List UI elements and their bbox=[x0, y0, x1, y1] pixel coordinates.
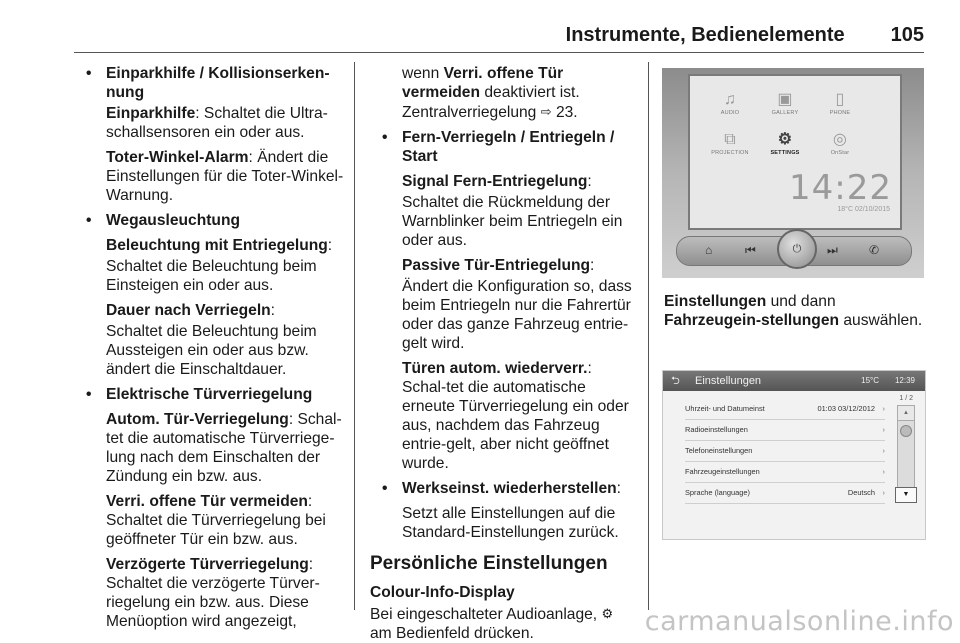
watermark: carmanualsonline.info bbox=[644, 606, 954, 637]
bullet-parking bbox=[74, 64, 346, 205]
power-icon: ⏻ bbox=[792, 243, 802, 255]
colon: : bbox=[587, 173, 592, 190]
app-settings[interactable]: ⚙ SETTINGS bbox=[765, 130, 805, 156]
home-icon[interactable]: ⌂ bbox=[705, 243, 713, 257]
term: Autom. Tür-Verriegelung bbox=[106, 411, 289, 428]
chevron-right-icon: › bbox=[882, 467, 885, 476]
text: : Schaltet die verzögerte Türver-riegelung ein bzw. aus. Diese Menüoption wird angezeigt, bbox=[106, 556, 320, 630]
settings-row[interactable]: Sprache (language) Deutsch › bbox=[685, 483, 885, 504]
home-screen bbox=[688, 74, 902, 230]
gallery-icon: ▣ bbox=[777, 91, 793, 108]
bullet-dot: • bbox=[382, 129, 388, 146]
text: Setzt alle Einstellungen auf die Standard-Einstellungen zurück. bbox=[402, 505, 619, 541]
settings-row[interactable]: Telefoneinstellungen › bbox=[685, 441, 885, 462]
page-indicator: 1 / 2 bbox=[899, 395, 913, 402]
scrollbar-thumb[interactable] bbox=[900, 425, 912, 437]
volume-knob[interactable] bbox=[777, 229, 817, 269]
caption: Einstellungen und dann Fahrzeugein-stellungen auswählen. bbox=[664, 293, 923, 329]
text: am Bedienfeld drücken. bbox=[370, 625, 534, 642]
bullet-title: Einparkhilfe / Kollisionserken-nung bbox=[106, 65, 330, 101]
chevron-right-icon: › bbox=[882, 425, 885, 434]
scroll-up-button[interactable] bbox=[897, 405, 915, 421]
text: wenn bbox=[402, 65, 444, 82]
term: Fahrzeugein-stellungen bbox=[664, 312, 840, 329]
phone-icon: ▯ bbox=[835, 91, 845, 108]
term: Signal Fern-Entriegelung bbox=[402, 173, 588, 190]
settings-gear-icon: ⚙ bbox=[601, 606, 614, 621]
subsection-title: Colour-Info-Display bbox=[370, 584, 515, 601]
text: Schaltet die Beleuchtung beim Aussteigen ein oder aus bzw. ändert die Einschaltdauer. bbox=[106, 323, 317, 378]
bullet-title: Fern-Verriegeln / Entriegeln / Start bbox=[402, 129, 615, 165]
term: Türen autom. wiederverr. bbox=[402, 360, 588, 377]
continued-paragraph bbox=[370, 64, 638, 122]
onstar-icon: ◎ bbox=[832, 131, 848, 148]
term: Einparkhilfe bbox=[106, 105, 196, 122]
settings-row[interactable]: Radioeinstellungen › bbox=[685, 420, 885, 441]
settings-title-bar bbox=[663, 371, 925, 391]
chevron-right-icon: › bbox=[882, 488, 885, 497]
chevron-right-icon: › bbox=[882, 404, 885, 413]
term: Verzögerte Türverriegelung bbox=[106, 556, 309, 573]
term: Toter-Winkel-Alarm bbox=[106, 149, 249, 166]
scroll-down-button[interactable] bbox=[895, 487, 917, 503]
temp-date-display: 18°C 02/10/2015 bbox=[837, 206, 890, 213]
text: : Schal-tet die automatische erneute Türverriegelung ein oder aus, nachdem das Fahrzeug entrie-gelt, aber nicht geöffnet wurde. bbox=[402, 360, 629, 472]
app-audio[interactable]: ♫ AUDIO bbox=[710, 90, 750, 116]
settings-row[interactable]: Fahrzeugeinstellungen › bbox=[685, 462, 885, 483]
settings-screen-photo bbox=[662, 370, 926, 540]
header-divider bbox=[74, 52, 924, 53]
music-note-icon: ♫ bbox=[723, 91, 737, 108]
column-1 bbox=[74, 64, 346, 637]
term: Dauer nach Verriegeln bbox=[106, 302, 271, 319]
bullet-remote bbox=[370, 128, 638, 473]
term: Einstellungen bbox=[664, 293, 767, 310]
text: : Ändert die Einstellungen für die Toter-Winkel-Warnung. bbox=[106, 149, 344, 204]
projection-icon: ⧉ bbox=[724, 131, 736, 148]
column-2 bbox=[370, 64, 638, 643]
bullet-dot: • bbox=[86, 212, 92, 229]
term: Verri. offene Tür vermeiden bbox=[106, 493, 308, 510]
settings-list bbox=[685, 399, 885, 504]
page-ref: 23. bbox=[555, 104, 578, 121]
temperature: 15°C bbox=[861, 376, 879, 385]
text: : Schal-tet die automatische Türverriege-lung nach dem Einschalten der Zündung ein bzw. aus. bbox=[106, 411, 342, 485]
colon: : bbox=[270, 302, 276, 319]
text: Ändert die Konfiguration so, dass beim Entriegeln nur die Fahrertür oder das ganze Fahrzeug entrie-gelt wird. bbox=[402, 278, 632, 352]
column-divider-1 bbox=[354, 62, 355, 610]
arrow-ref-icon: ⇨ bbox=[540, 104, 552, 119]
text: Schaltet die Rückmeldung der Warnblinker beim Entriegeln ein oder aus. bbox=[402, 194, 623, 249]
home-screen-photo bbox=[662, 68, 924, 278]
term: Beleuchtung mit Entriegelung bbox=[106, 237, 328, 254]
next-icon[interactable]: ⏭ bbox=[827, 243, 838, 257]
text: Bei eingeschalteter Audioanlage, bbox=[370, 606, 598, 623]
colon: : bbox=[616, 480, 621, 497]
text: deaktiviert ist. Zentralverriegelung bbox=[402, 84, 580, 121]
column-divider-2 bbox=[648, 62, 649, 610]
bullet-door-locking bbox=[74, 385, 346, 631]
term: Passive Tür-Entriegelung bbox=[402, 257, 591, 274]
settings-row[interactable]: Uhrzeit- und Datumeinst 01:03 03/12/2012 › bbox=[685, 399, 885, 420]
phone-icon[interactable]: ✆ bbox=[869, 243, 880, 257]
bullet-factory-reset bbox=[370, 479, 638, 542]
settings-title: Einstellungen bbox=[695, 375, 762, 387]
clock-display: 14:22 bbox=[789, 168, 892, 208]
text: : Schaltet die Ultra-schallsensoren ein oder aus. bbox=[106, 105, 328, 141]
app-phone[interactable]: ▯ PHONE bbox=[820, 90, 860, 116]
app-gallery[interactable]: ▣ GALLERY bbox=[765, 90, 805, 116]
bullet-path-lighting bbox=[74, 211, 346, 379]
bullet-dot: • bbox=[86, 386, 92, 403]
bullet-dot: • bbox=[382, 480, 388, 497]
settings-gear-icon: ⚙ bbox=[777, 131, 793, 148]
app-projection[interactable]: ⧉ PROJECTION bbox=[711, 131, 749, 156]
text: : Schaltet die Türverriegelung bei geöffneter Tür ein bzw. aus. bbox=[106, 493, 326, 548]
bullet-title: Wegausleuchtung bbox=[106, 212, 241, 229]
text: Schaltet die Beleuchtung beim Einsteigen ein oder aus. bbox=[106, 258, 317, 294]
triangle-up-icon: ▲ bbox=[903, 410, 909, 416]
chevron-right-icon: › bbox=[882, 446, 885, 455]
bullet-title: Elektrische Türverriegelung bbox=[106, 386, 313, 403]
bullet-dot: • bbox=[86, 65, 92, 82]
page-header bbox=[0, 24, 924, 47]
section-title: Persönliche Einstellungen bbox=[370, 553, 608, 574]
term: Werkseinst. wiederherstellen bbox=[402, 480, 617, 497]
header-title: Instrumente, Bedienelemente bbox=[565, 24, 845, 46]
triangle-down-icon: ▼ bbox=[902, 491, 910, 498]
time: 12:39 bbox=[894, 376, 915, 385]
back-arrow-icon[interactable]: ⮌ bbox=[671, 375, 680, 387]
term: Verri. offene Tür vermeiden bbox=[402, 65, 564, 101]
previous-icon[interactable]: ⏮ bbox=[745, 243, 756, 257]
app-onstar[interactable]: ◎ OnStar bbox=[820, 130, 860, 156]
colon: : bbox=[327, 237, 333, 254]
control-panel bbox=[676, 236, 912, 266]
page-number: 105 bbox=[890, 24, 924, 46]
colon: : bbox=[590, 257, 595, 274]
